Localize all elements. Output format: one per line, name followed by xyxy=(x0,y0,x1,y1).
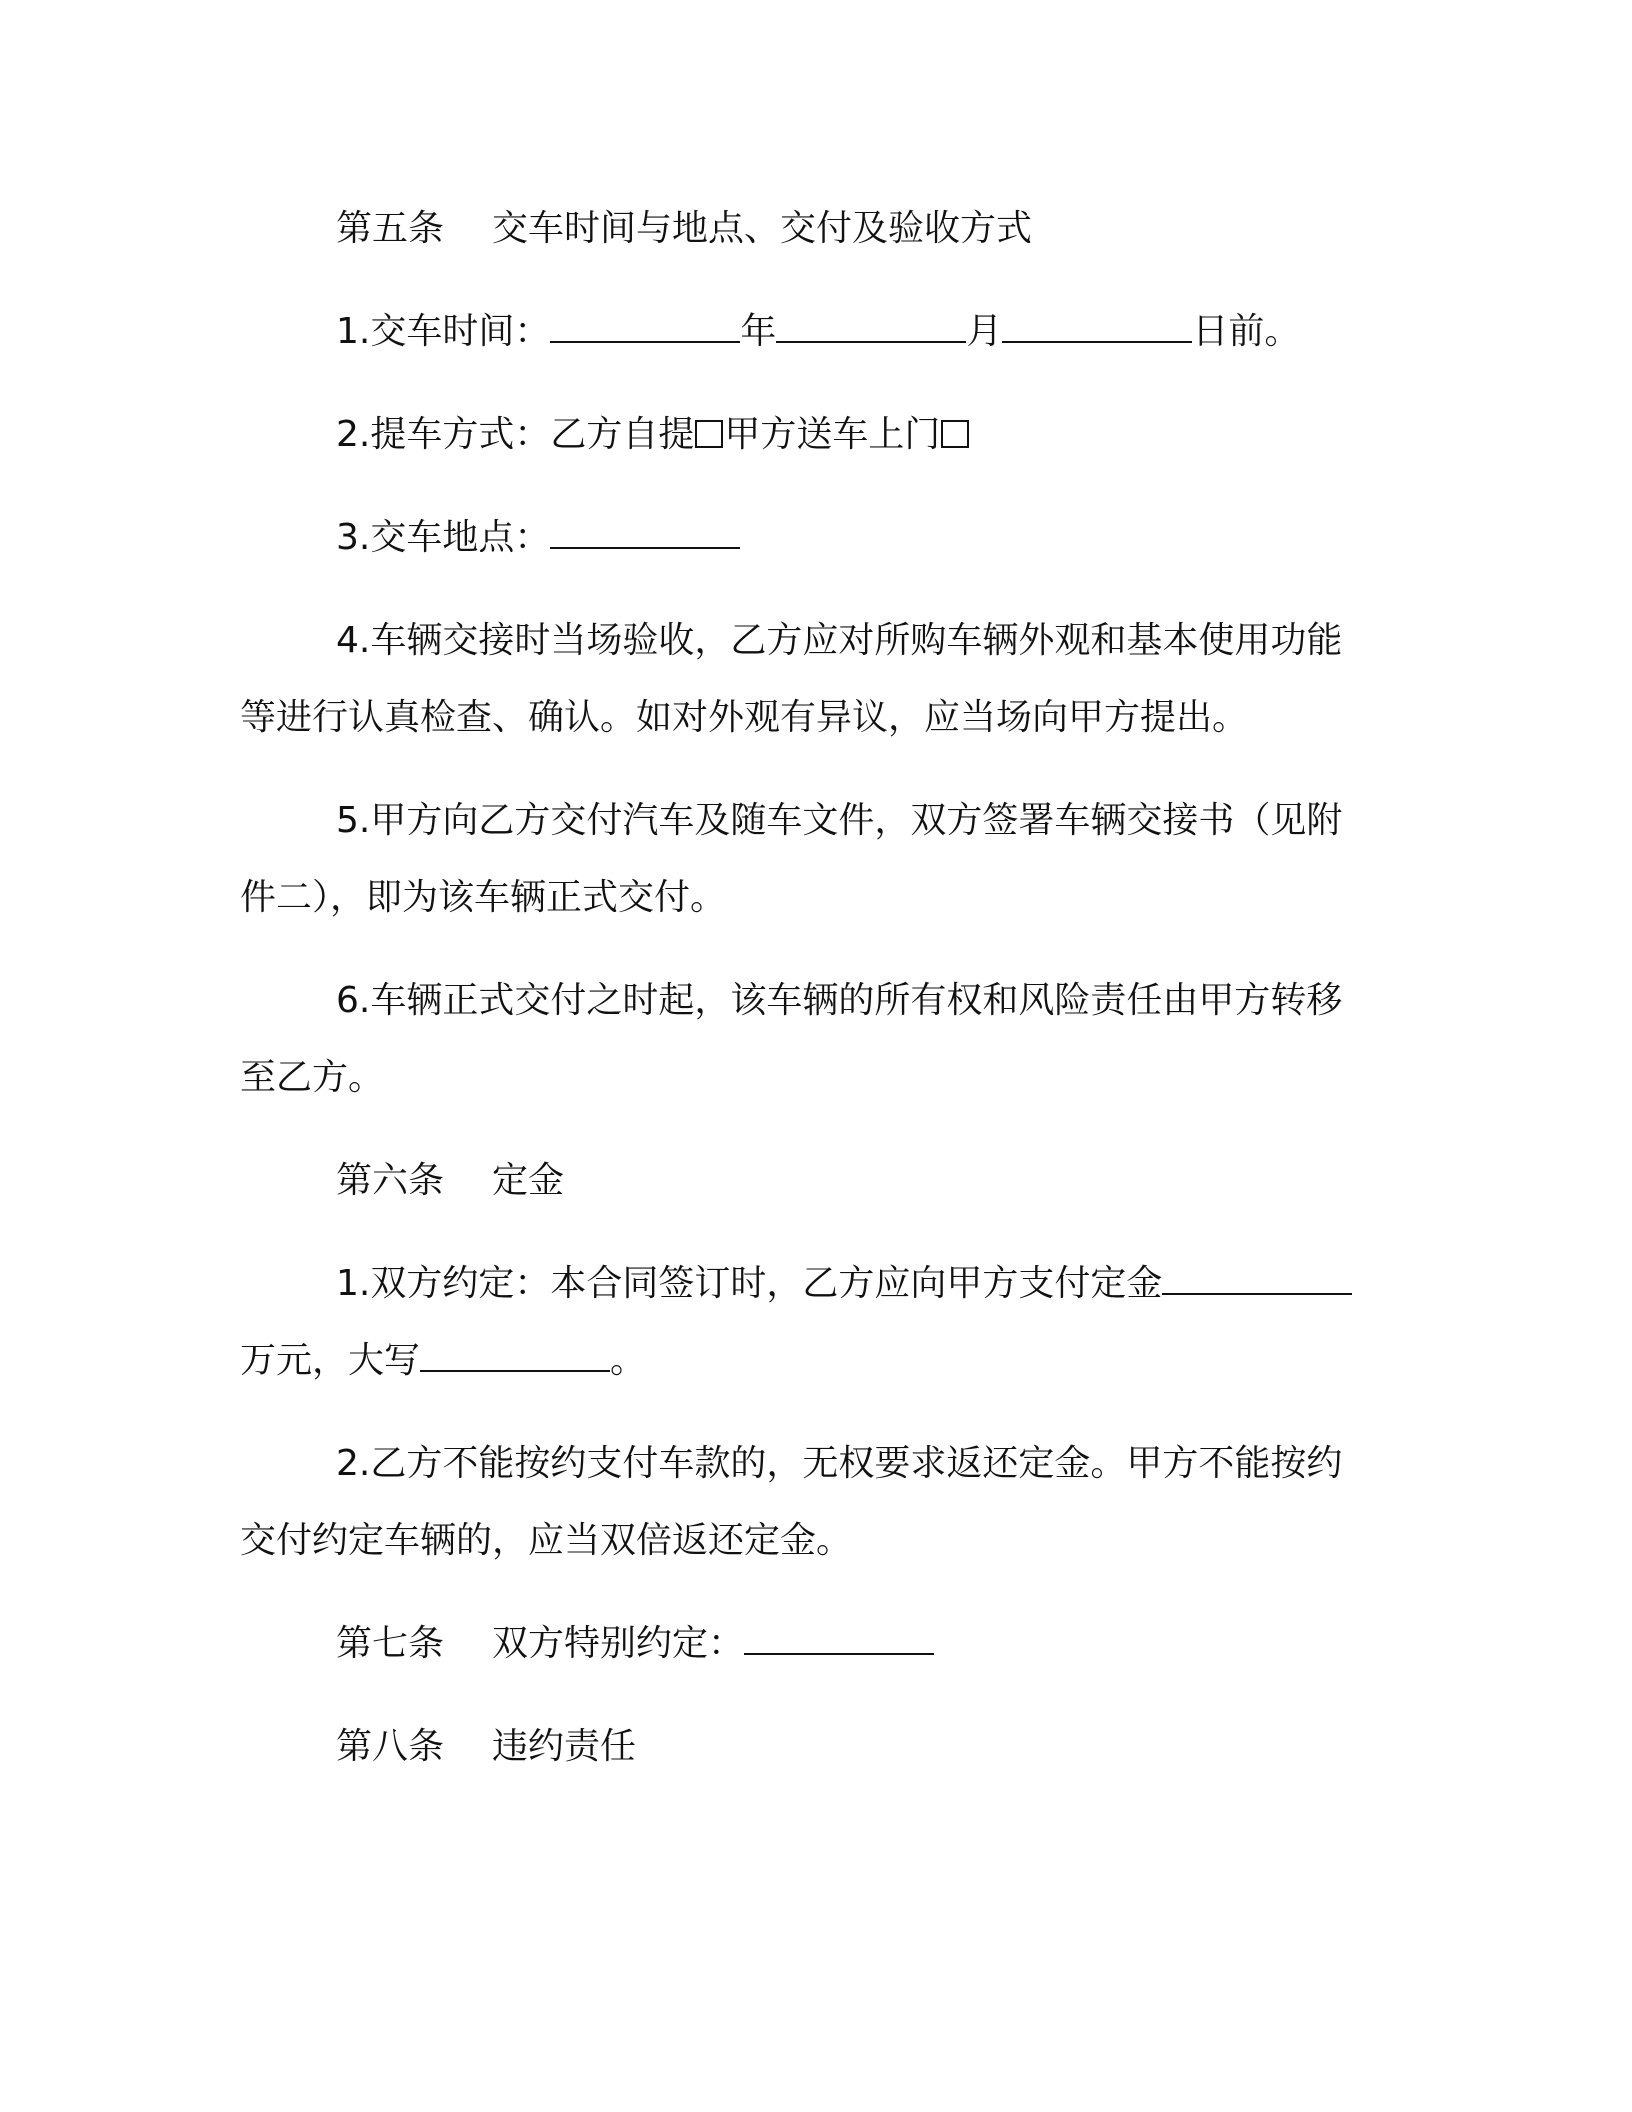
article-5-item-3 xyxy=(240,499,1370,576)
article-5-item-1 xyxy=(240,293,1370,370)
self-pickup-checkbox[interactable] xyxy=(695,420,723,448)
article-5-title: 交车时间与地点、交付及验收方式 xyxy=(492,208,1033,249)
deposit-clause-text: 1.双方约定：本合同签订时，乙方应向甲方支付定金 xyxy=(336,1263,1163,1304)
month-blank[interactable] xyxy=(776,311,966,343)
article-8-number: 第八条 xyxy=(336,1726,445,1767)
deposit-amount-blank[interactable] xyxy=(1162,1263,1352,1295)
article-7-title: 双方特别约定： xyxy=(492,1623,745,1664)
article-6-item-1 xyxy=(240,1245,1370,1399)
article-6-title: 定金 xyxy=(492,1160,565,1201)
article-6-number: 第六条 xyxy=(336,1160,445,1201)
deposit-unit-text: 万元，大写 xyxy=(240,1340,421,1381)
article-7-number: 第七条 xyxy=(336,1623,445,1664)
article-5-item-6: 6.车辆正式交付之时起，该车辆的所有权和风险责任由甲方转移至乙方。 xyxy=(240,980,1343,1098)
pickup-method-label: 2.提车方式： xyxy=(336,414,551,455)
article-6-heading xyxy=(240,1142,1370,1219)
article-7-heading xyxy=(240,1605,1370,1682)
home-delivery-option-label: 甲方送车上门 xyxy=(724,414,941,455)
self-pickup-option-label: 乙方自提 xyxy=(550,414,695,455)
day-label: 日前。 xyxy=(1192,311,1301,352)
year-blank[interactable] xyxy=(550,311,740,343)
day-blank[interactable] xyxy=(1002,311,1192,343)
article-5-item-4: 4.车辆交接时当场验收，乙方应对所购车辆外观和基本使用功能等进行认真检查、确认。如对外观有异议，应当场向甲方提出。 xyxy=(240,620,1343,738)
deposit-clause-end: 。 xyxy=(610,1340,647,1381)
delivery-time-label: 1.交车时间： xyxy=(336,311,551,352)
article-5-item-5: 5.甲方向乙方交付汽车及随车文件，双方签署车辆交接书（见附件二），即为该车辆正式交付。 xyxy=(240,800,1343,918)
article-5-heading xyxy=(240,190,1370,267)
article-8-title: 违约责任 xyxy=(492,1726,637,1767)
article-5-item-2 xyxy=(240,396,1370,473)
article-8-heading xyxy=(240,1708,1370,1785)
delivery-place-label: 3.交车地点： xyxy=(336,517,551,558)
article-5-number: 第五条 xyxy=(336,208,445,249)
home-delivery-checkbox[interactable] xyxy=(941,420,969,448)
deposit-amount-words-blank[interactable] xyxy=(420,1340,610,1372)
special-agreement-blank[interactable] xyxy=(744,1623,934,1655)
article-6-item-2: 2.乙方不能按约支付车款的，无权要求返还定金。甲方不能按约交付约定车辆的，应当双倍返还定金。 xyxy=(240,1443,1343,1561)
month-label: 月 xyxy=(966,311,1003,352)
delivery-place-blank[interactable] xyxy=(550,517,740,549)
document-body xyxy=(240,190,1370,1811)
year-label: 年 xyxy=(740,311,777,352)
